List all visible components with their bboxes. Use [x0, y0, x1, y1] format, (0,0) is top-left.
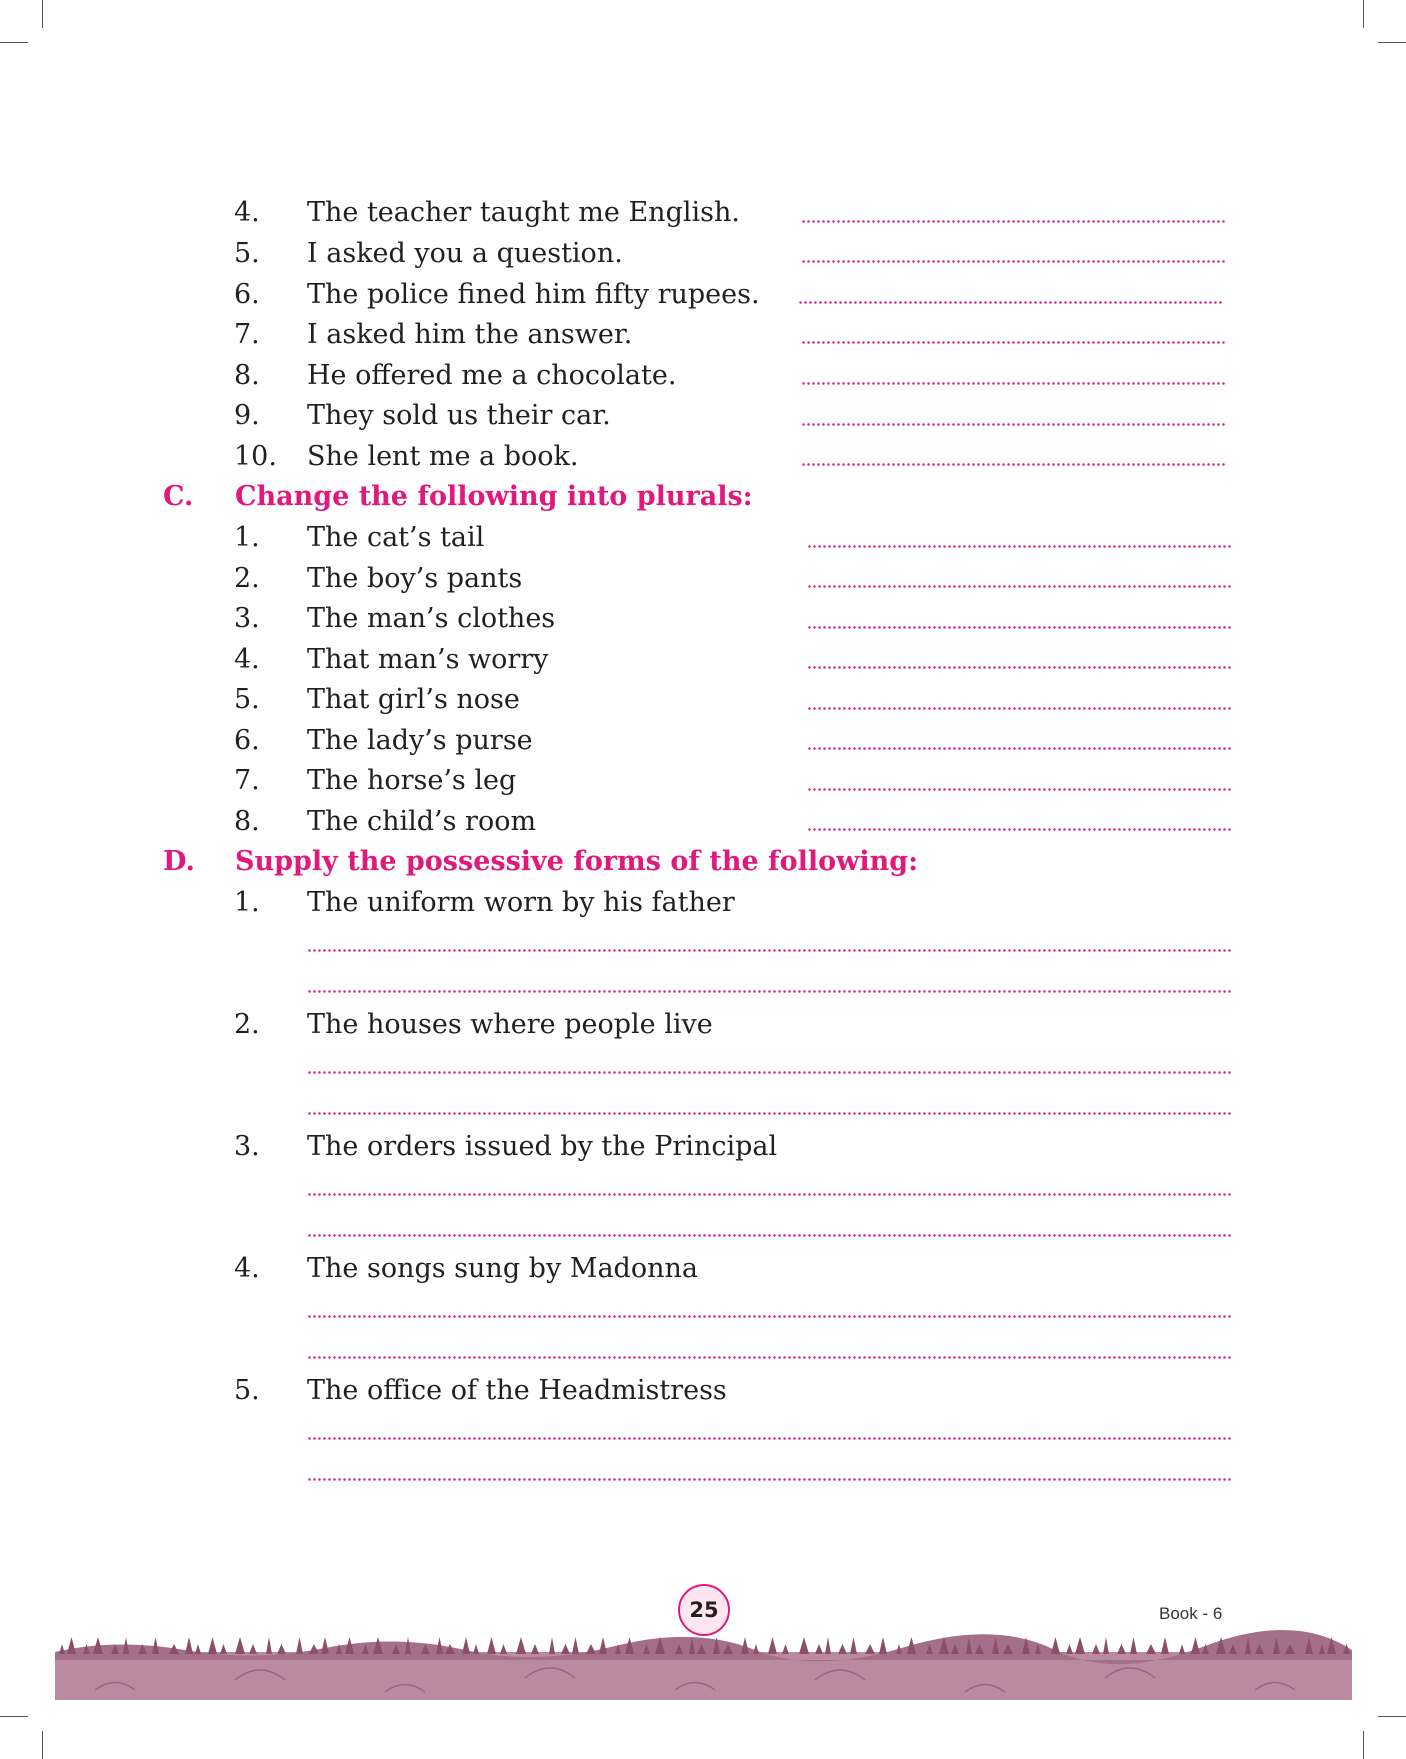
tree-shape [220, 1644, 227, 1654]
tree-shape [549, 1637, 555, 1654]
tree-shape [1103, 1637, 1109, 1654]
tree-shape [1130, 1637, 1137, 1654]
tree-shape [473, 1644, 479, 1654]
answer-line[interactable] [807, 585, 1232, 588]
tree-shape [266, 1637, 272, 1654]
tree-shape [1066, 1644, 1073, 1654]
tree-shape [185, 1637, 193, 1654]
crop-mark [1378, 1716, 1406, 1717]
answer-line[interactable] [798, 301, 1223, 304]
tree-shape [850, 1637, 857, 1654]
tree-shape [753, 1644, 759, 1654]
tree-shape [1179, 1644, 1185, 1654]
tree-shape [500, 1644, 507, 1654]
crop-mark [1378, 42, 1406, 43]
answer-line[interactable] [801, 341, 1226, 344]
answer-line[interactable] [801, 220, 1226, 223]
tree-shape [277, 1644, 286, 1654]
answer-line[interactable] [801, 463, 1226, 466]
tree-shape [1146, 1644, 1156, 1654]
answer-line[interactable] [307, 949, 1231, 952]
tree-shape [487, 1637, 496, 1654]
answer-line[interactable] [307, 1193, 1231, 1196]
tree-shape [195, 1644, 201, 1654]
answer-line[interactable] [307, 990, 1231, 993]
tree-shape [1075, 1637, 1085, 1654]
tree-shape [462, 1637, 470, 1654]
answer-line[interactable] [801, 260, 1226, 263]
tree-shape [815, 1644, 823, 1654]
tree-shape [865, 1644, 875, 1654]
answer-line[interactable] [807, 747, 1232, 750]
tree-shape [838, 1644, 847, 1654]
answer-line[interactable] [307, 1437, 1231, 1440]
answer-line[interactable] [307, 1071, 1231, 1074]
tree-shape [782, 1644, 789, 1654]
tree-shape [572, 1637, 579, 1654]
tree-shape [1051, 1637, 1060, 1654]
tree-shape [59, 1644, 65, 1654]
page-number: 25 [678, 1584, 730, 1636]
tree-shape [825, 1637, 831, 1654]
tree-shape [321, 1637, 329, 1654]
tree-shape [599, 1637, 607, 1654]
tree-shape [1191, 1637, 1200, 1654]
answer-line[interactable] [807, 666, 1232, 669]
answer-line[interactable] [807, 545, 1232, 548]
answer-line[interactable] [307, 1478, 1231, 1481]
answer-line[interactable] [307, 1315, 1231, 1318]
tree-shape [208, 1637, 217, 1654]
crop-mark [0, 42, 28, 43]
tree-shape [768, 1637, 777, 1654]
answer-line[interactable] [307, 1112, 1231, 1115]
answer-line[interactable] [807, 707, 1232, 710]
tree-shape [586, 1644, 596, 1654]
tree-shape [799, 1637, 809, 1654]
tree-shape [235, 1637, 245, 1654]
answer-line[interactable] [307, 1356, 1231, 1359]
answer-line[interactable] [807, 788, 1232, 791]
crop-mark [0, 1716, 28, 1717]
answer-line[interactable] [801, 423, 1226, 426]
crop-mark [42, 1731, 43, 1759]
tree-shape [152, 1637, 159, 1654]
tree-shape [561, 1644, 570, 1654]
answer-line[interactable] [807, 626, 1232, 629]
tree-shape [531, 1644, 539, 1654]
answer-line[interactable] [307, 1234, 1231, 1237]
tree-shape [1161, 1637, 1169, 1654]
tree-shape [516, 1637, 526, 1654]
tree-shape [309, 1644, 319, 1654]
tree-shape [249, 1644, 257, 1654]
answer-line[interactable] [801, 382, 1226, 385]
tree-shape [296, 1637, 303, 1654]
book-label: Book - 6 [1159, 1604, 1223, 1623]
answer-line[interactable] [807, 828, 1232, 831]
crop-mark [42, 0, 43, 28]
tree-shape [879, 1637, 887, 1654]
tree-shape [1117, 1644, 1126, 1654]
tree-shape [1092, 1644, 1100, 1654]
tree-shape [67, 1637, 76, 1654]
crop-mark [1363, 1731, 1364, 1759]
crop-mark [1363, 0, 1364, 28]
